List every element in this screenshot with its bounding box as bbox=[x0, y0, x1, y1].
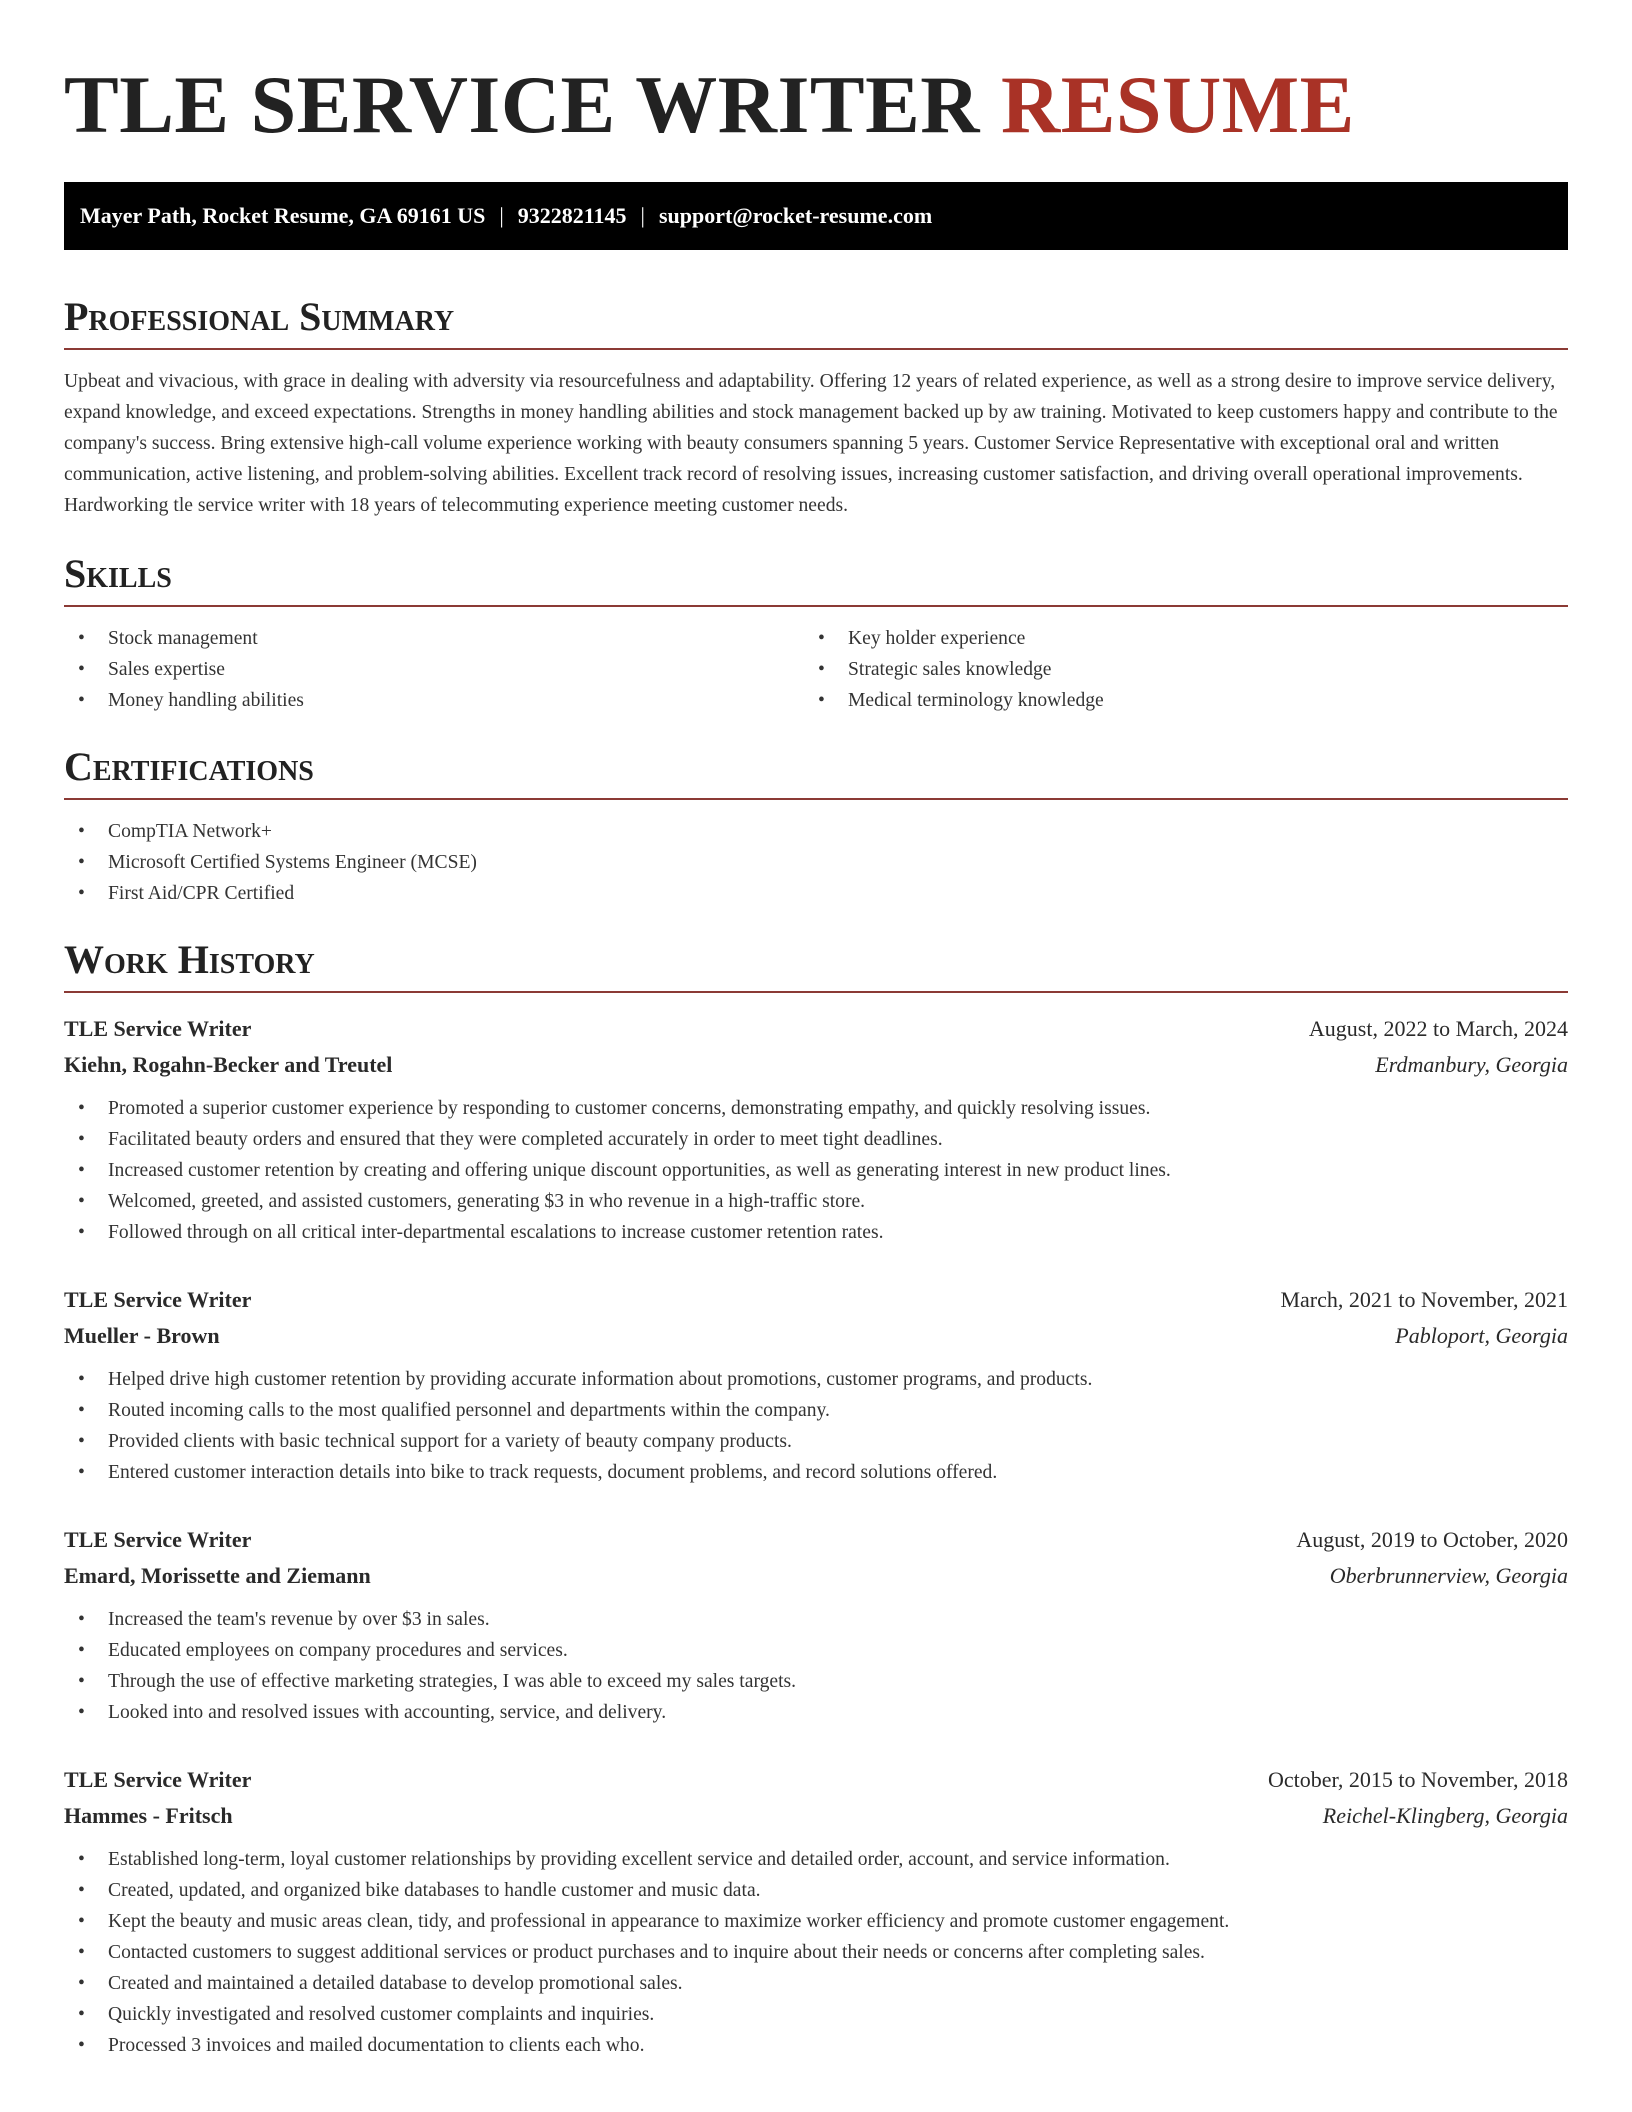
job-location: Oberbrunnerview, Georgia bbox=[1329, 1563, 1568, 1588]
skills-heading: Skills bbox=[64, 549, 1568, 607]
job-title-row bbox=[64, 1282, 1568, 1318]
certification-item: • CompTIA Network+ bbox=[64, 816, 1568, 847]
job-entry bbox=[64, 1762, 1568, 2061]
skills-list-left bbox=[64, 623, 804, 716]
job-company: Emard, Morissette and Ziemann bbox=[64, 1563, 371, 1588]
job-duty-item: • Established long-term, loyal customer relationships by providing excellent service and detailed order, account, and service information. bbox=[64, 1844, 1568, 1875]
summary-heading: Professional Summary bbox=[64, 292, 1568, 350]
job-title-row bbox=[64, 1011, 1568, 1047]
job-duty-item: • Facilitated beauty orders and ensured that they were completed accurately in order to meet tight deadlines. bbox=[64, 1124, 1568, 1155]
skill-item: • Key holder experience bbox=[804, 623, 1544, 654]
contact-separator: | bbox=[499, 203, 504, 228]
certifications-list bbox=[64, 816, 1568, 909]
job-duty-item: • Created, updated, and organized bike databases to handle customer and music data. bbox=[64, 1875, 1568, 1906]
skills-list-right bbox=[804, 623, 1544, 716]
job-duties-list bbox=[64, 1604, 1568, 1728]
job-company-row bbox=[64, 1558, 1568, 1594]
job-duty-item: • Provided clients with basic technical support for a variety of beauty company products. bbox=[64, 1426, 1568, 1457]
contact-bar bbox=[64, 182, 1568, 250]
skill-item: • Medical terminology knowledge bbox=[804, 685, 1544, 716]
contact-email[interactable]: support@rocket-resume.com bbox=[658, 203, 933, 228]
skill-item: • Stock management bbox=[64, 623, 804, 654]
skills-section bbox=[64, 549, 1568, 716]
job-duty-item: • Entered customer interaction details into bike to track requests, document problems, and record solutions offered. bbox=[64, 1457, 1568, 1488]
certifications-heading: Certifications bbox=[64, 742, 1568, 800]
job-title-row bbox=[64, 1522, 1568, 1558]
skill-item: • Strategic sales knowledge bbox=[804, 654, 1544, 685]
job-duty-item: • Promoted a superior customer experience by responding to customer concerns, demonstrating empathy, and quickly resolving issues. bbox=[64, 1093, 1568, 1124]
resume-title bbox=[64, 58, 1568, 152]
job-company-row bbox=[64, 1318, 1568, 1354]
certifications-section bbox=[64, 742, 1568, 909]
job-duty-item: • Welcomed, greeted, and assisted customers, generating $3 in who revenue in a high-traffic store. bbox=[64, 1186, 1568, 1217]
job-title-row bbox=[64, 1762, 1568, 1798]
certification-item: • Microsoft Certified Systems Engineer (MCSE) bbox=[64, 847, 1568, 878]
work-history-heading: Work History bbox=[64, 935, 1568, 993]
job-duty-item: • Helped drive high customer retention by providing accurate information about promotions, customer programs, and products. bbox=[64, 1364, 1568, 1395]
job-duty-item: • Contacted customers to suggest additional services or product purchases and to inquire about their needs or concerns after completing sales. bbox=[64, 1937, 1568, 1968]
job-duty-item: • Kept the beauty and music areas clean, tidy, and professional in appearance to maximize worker efficiency and promote customer engagement. bbox=[64, 1906, 1568, 1937]
skills-columns bbox=[64, 623, 1568, 716]
job-dates: August, 2019 to October, 2020 bbox=[1296, 1527, 1568, 1552]
summary-section bbox=[64, 292, 1568, 521]
job-dates: August, 2022 to March, 2024 bbox=[1308, 1016, 1568, 1041]
job-duty-item: • Increased customer retention by creating and offering unique discount opportunities, as well as generating interest in new product lines. bbox=[64, 1155, 1568, 1186]
contact-address: Mayer Path, Rocket Resume, GA 69161 US bbox=[80, 203, 486, 228]
job-list bbox=[64, 1011, 1568, 2061]
job-title: TLE Service Writer bbox=[64, 1287, 252, 1312]
job-duty-item: • Routed incoming calls to the most qualified personnel and departments within the company. bbox=[64, 1395, 1568, 1426]
contact-phone[interactable]: 9322821145 bbox=[517, 203, 627, 228]
skill-item: • Money handling abilities bbox=[64, 685, 804, 716]
job-duty-item: • Looked into and resolved issues with accounting, service, and delivery. bbox=[64, 1697, 1568, 1728]
job-duties-list bbox=[64, 1844, 1568, 2061]
job-duty-item: • Through the use of effective marketing strategies, I was able to exceed my sales targets. bbox=[64, 1666, 1568, 1697]
job-duty-item: • Increased the team's revenue by over $3 in sales. bbox=[64, 1604, 1568, 1635]
summary-text: Upbeat and vivacious, with grace in dealing with adversity via resourcefulness and adaptability. Offering 12 years of related experience, as well as a strong desire to improve service delivery, expand knowledge, and exceed expectations. Strengths in money handling abilities and stock management backed up by aw training. Motivated to keep customers happy and contribute to the company's success. Bring extensive high-call volume experience working with beauty consumers spanning 5 years. Customer Service Representative with exceptional oral and written communication, active listening, and problem-solving abilities. Excellent track record of resolving issues, increasing customer satisfaction, and driving overall operational improvements. Hardworking tle service writer with 18 years of telecommuting experience meeting customer needs. bbox=[64, 371, 1558, 516]
job-duty-item: • Quickly investigated and resolved customer complaints and inquiries. bbox=[64, 1999, 1568, 2030]
job-title: TLE Service Writer bbox=[64, 1016, 252, 1041]
work-history-section bbox=[64, 935, 1568, 2061]
title-accent: RESUME bbox=[1001, 59, 1355, 150]
job-duty-item: • Followed through on all critical inter-departmental escalations to increase customer retention rates. bbox=[64, 1217, 1568, 1248]
job-duty-item: • Created and maintained a detailed database to develop promotional sales. bbox=[64, 1968, 1568, 1999]
job-dates: March, 2021 to November, 2021 bbox=[1280, 1287, 1568, 1312]
job-company-row bbox=[64, 1047, 1568, 1083]
job-company-row bbox=[64, 1798, 1568, 1834]
job-title: TLE Service Writer bbox=[64, 1527, 252, 1552]
job-entry bbox=[64, 1011, 1568, 1248]
job-duties-list bbox=[64, 1093, 1568, 1248]
job-dates: October, 2015 to November, 2018 bbox=[1267, 1767, 1568, 1792]
job-duty-item: • Processed 3 invoices and mailed documentation to clients each who. bbox=[64, 2030, 1568, 2061]
job-entry bbox=[64, 1522, 1568, 1728]
job-duty-item: • Educated employees on company procedures and services. bbox=[64, 1635, 1568, 1666]
job-title: TLE Service Writer bbox=[64, 1767, 252, 1792]
job-company: Kiehn, Rogahn-Becker and Treutel bbox=[64, 1052, 393, 1077]
skill-item: • Sales expertise bbox=[64, 654, 804, 685]
job-entry bbox=[64, 1282, 1568, 1488]
title-main: TLE SERVICE WRITER bbox=[64, 59, 981, 150]
job-location: Reichel-Klingberg, Georgia bbox=[1322, 1803, 1568, 1828]
certification-item: • First Aid/CPR Certified bbox=[64, 878, 1568, 909]
job-company: Mueller - Brown bbox=[64, 1323, 220, 1348]
job-location: Pabloport, Georgia bbox=[1395, 1323, 1568, 1348]
contact-separator: | bbox=[640, 203, 645, 228]
job-duties-list bbox=[64, 1364, 1568, 1488]
job-company: Hammes - Fritsch bbox=[64, 1803, 233, 1828]
job-location: Erdmanbury, Georgia bbox=[1375, 1052, 1568, 1077]
resume-page bbox=[64, 0, 1568, 2061]
